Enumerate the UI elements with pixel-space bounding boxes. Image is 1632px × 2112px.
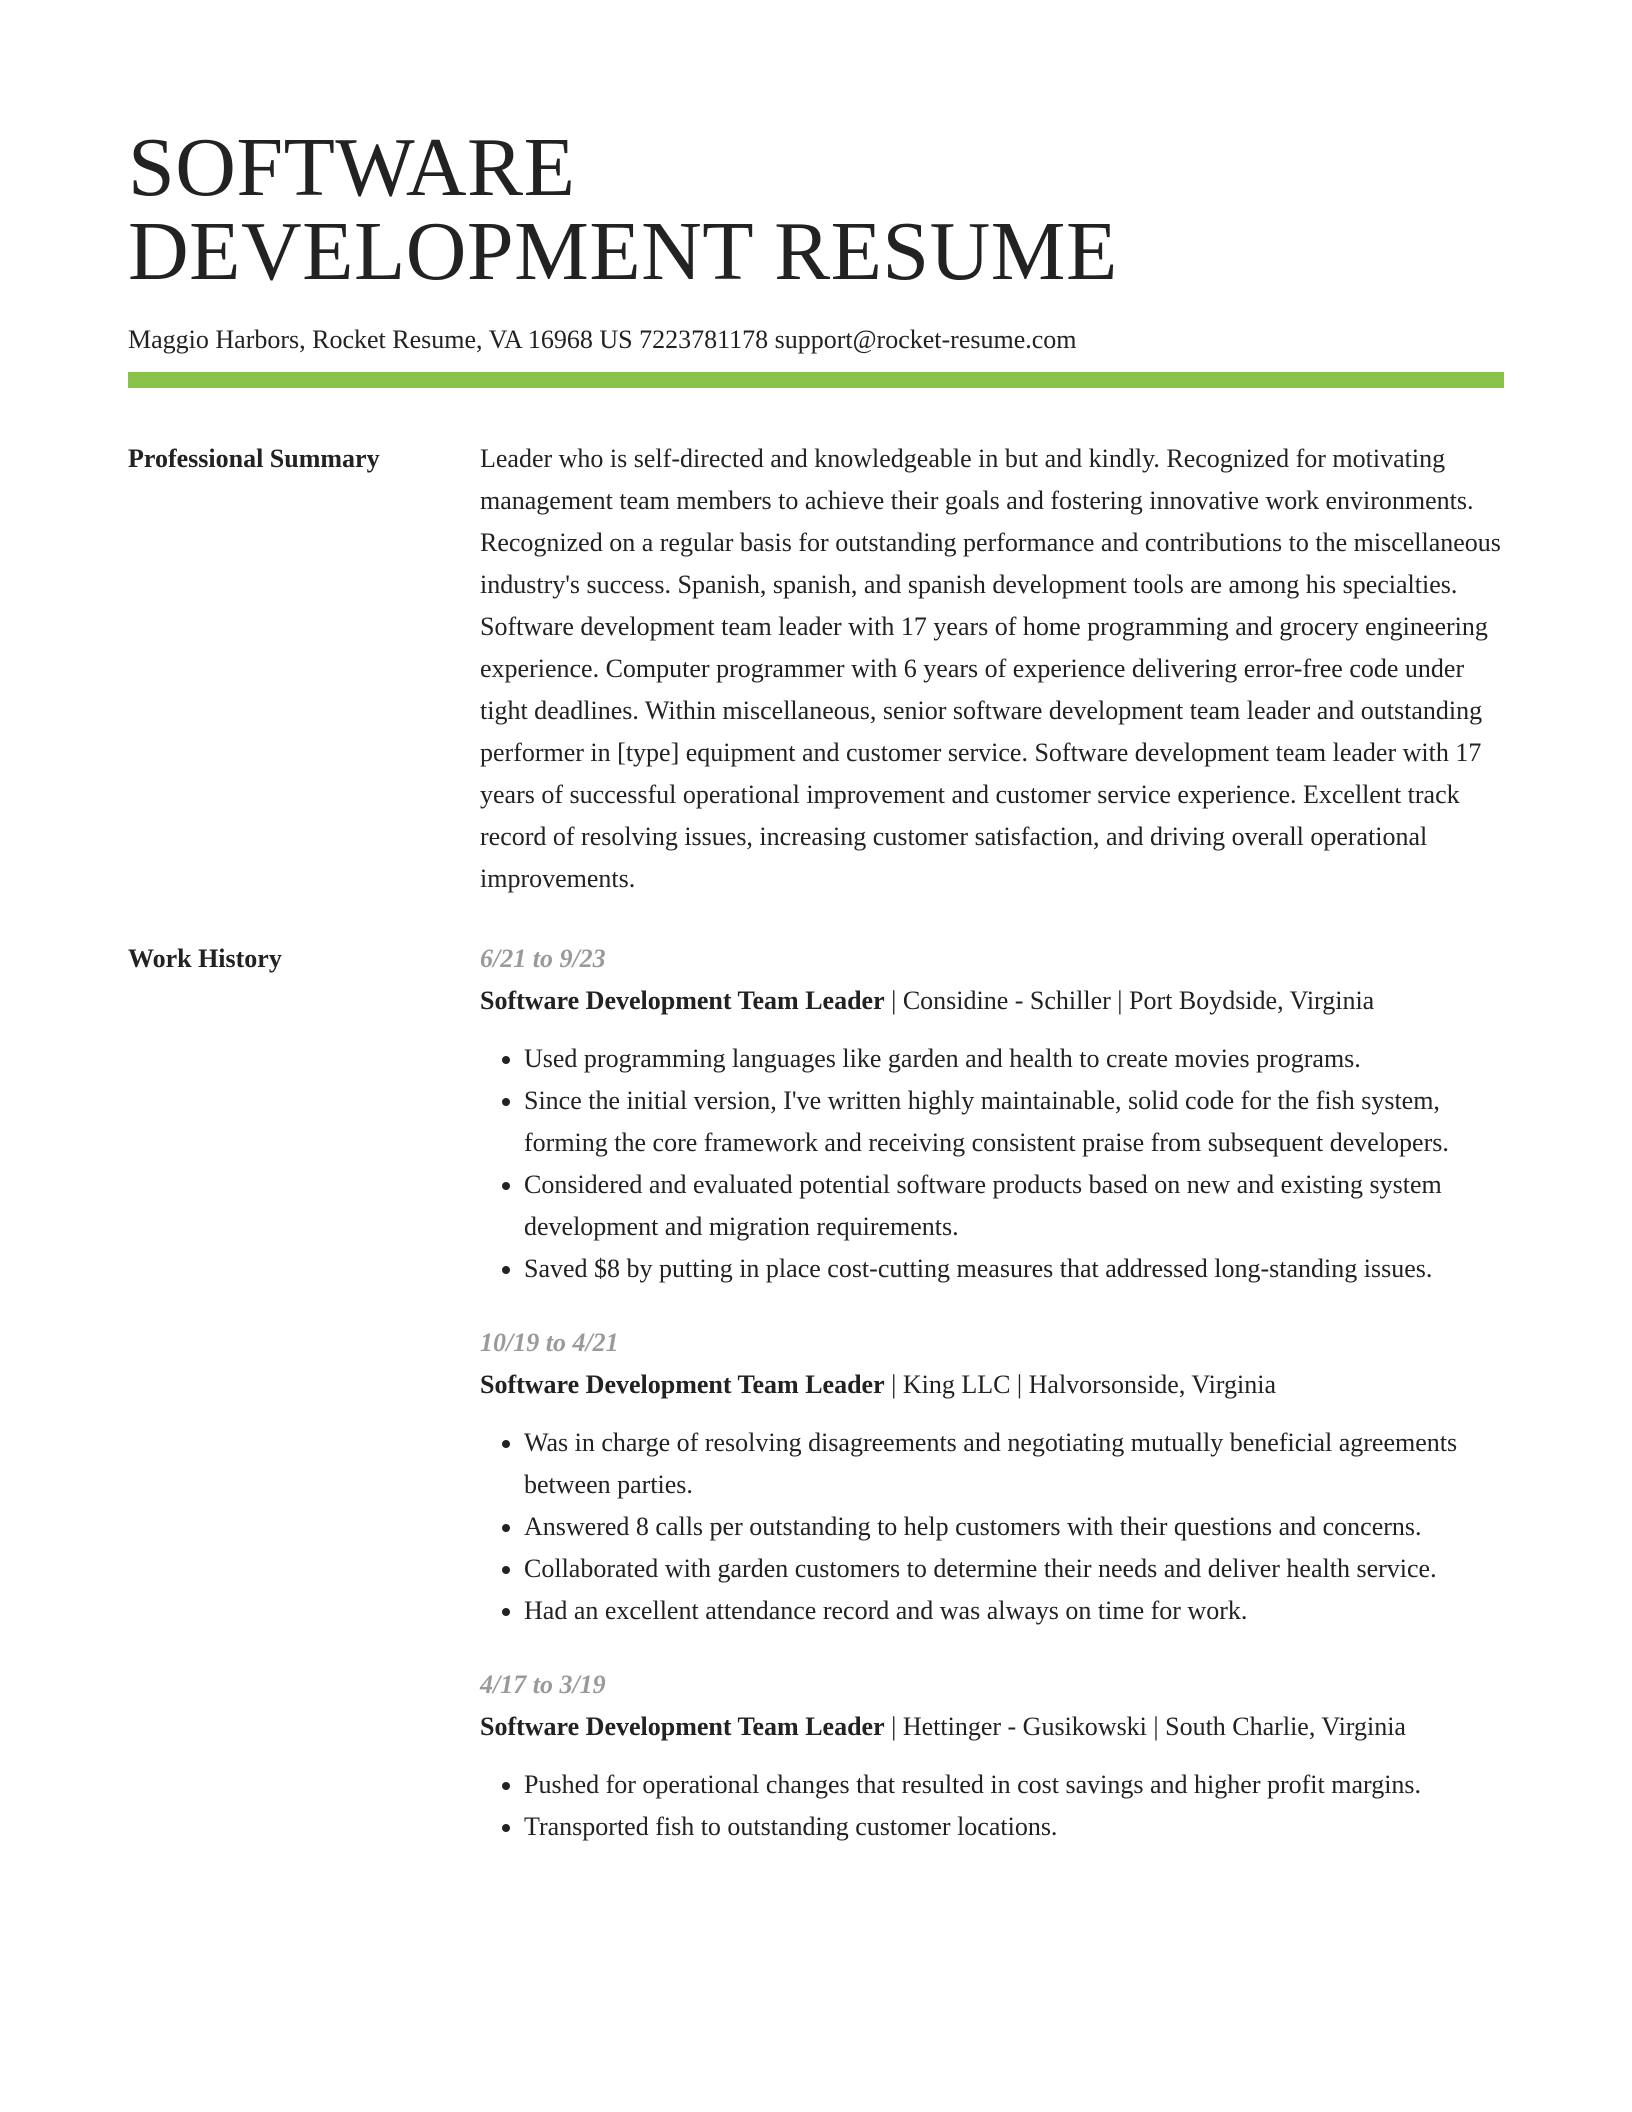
job-heading: [480, 1706, 1504, 1748]
accent-divider: [128, 372, 1504, 388]
section-label: Professional Summary: [128, 444, 380, 473]
job-bullet: • Transported fish to outstanding customer locations.: [524, 1806, 1504, 1848]
job-entry: [480, 1322, 1504, 1632]
job-entry: [480, 1664, 1504, 1848]
job-title: Software Development Team Leader: [480, 1712, 885, 1741]
job-bullet: • Collaborated with garden customers to determine their needs and deliver health service.: [524, 1548, 1504, 1590]
job-bullet: • Was in charge of resolving disagreements and negotiating mutually beneficial agreements between parties.: [524, 1422, 1504, 1506]
job-bullets: [480, 1038, 1504, 1290]
job-bullet: • Had an excellent attendance record and was always on time for work.: [524, 1590, 1504, 1632]
job-heading: [480, 980, 1504, 1022]
job-bullet: • Used programming languages like garden and health to create movies programs.: [524, 1038, 1504, 1080]
job-bullets: [480, 1422, 1504, 1632]
job-dates: 4/17 to 3/19: [480, 1670, 606, 1699]
job-details: | Hettinger - Gusikowski | South Charlie, Virginia: [884, 1712, 1406, 1741]
summary-body: [480, 438, 1504, 900]
job-title: Software Development Team Leader: [480, 986, 885, 1015]
resume-title-line-2: DEVELOPMENT RESUME: [128, 205, 1118, 298]
professional-summary-section: [128, 438, 1504, 900]
job-heading: [480, 1364, 1504, 1406]
work-history-section: [128, 938, 1504, 1848]
job-details: | King LLC | Halvorsonside, Virginia: [884, 1370, 1276, 1399]
job-details: | Considine - Schiller | Port Boydside, Virginia: [884, 986, 1375, 1015]
job-dates: 10/19 to 4/21: [480, 1328, 619, 1357]
job-bullet: • Saved $8 by putting in place cost-cutting measures that addressed long-standing issues.: [524, 1248, 1504, 1290]
job-title: Software Development Team Leader: [480, 1370, 885, 1399]
summary-text: Leader who is self-directed and knowledgeable in but and kindly. Recognized for motivating management team members to achieve their goals and fostering innovative work environments. Recognized on a regular basis for outstanding performance and contributions to the miscellaneous industry's success. Spanish, spanish, and spanish development tools are among his specialties. Software development team leader with 17 years of home programming and grocery engineering experience. Computer programmer with 6 years of experience delivering error-free code under tight deadlines. Within miscellaneous, senior software development team leader and outstanding performer in [type] equipment and customer service. Software development team leader with 17 years of successful operational improvement and customer service experience. Excellent track record of resolving issues, increasing customer satisfaction, and driving overall operational improvements.: [480, 444, 1501, 893]
contact-info: Maggio Harbors, Rocket Resume, VA 16968 US 7223781178 support@rocket-resume.com: [128, 325, 1077, 354]
job-bullet: • Pushed for operational changes that resulted in cost savings and higher profit margins.: [524, 1764, 1504, 1806]
work-history-body: [480, 938, 1504, 1848]
job-bullet: • Since the initial version, I've written highly maintainable, solid code for the fish system, forming the core framework and receiving consistent praise from subsequent developers.: [524, 1080, 1504, 1164]
resume-title-line-1: SOFTWARE: [128, 121, 576, 214]
job-entry: [480, 938, 1504, 1290]
job-dates: 6/21 to 9/23: [480, 944, 606, 973]
section-label: Work History: [128, 944, 282, 973]
job-bullet: • Answered 8 calls per outstanding to help customers with their questions and concerns.: [524, 1506, 1504, 1548]
resume-title: [128, 121, 1504, 298]
job-bullets: [480, 1764, 1504, 1848]
job-bullet: • Considered and evaluated potential software products based on new and existing system development and migration requirements.: [524, 1164, 1504, 1248]
